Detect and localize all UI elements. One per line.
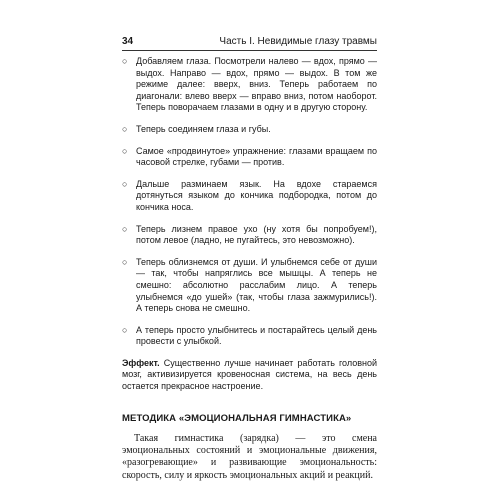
section-heading: МЕТОДИКА «ЭМОЦИОНАЛЬНАЯ ГИМНАСТИКА» [122,412,352,424]
list-item [122,124,377,136]
list-item-text: Теперь соединяем глаза и губы. [136,123,271,134]
list-item-text: Теперь лизнем правое ухо (ну хотя бы попробуем!), потом левое (ладно, не пугайтесь, это невозможно). [136,223,377,246]
list-item-text: Самое «продвинутое» упражнение: глазами вращаем по часовой стрелке, губами — против. [136,145,377,168]
circle-bullet-icon: ○ [122,178,128,189]
running-title: Часть I. Невидимые глазу травмы [219,36,377,47]
page-content [122,56,377,482]
effect-label: Эффект. [122,357,160,368]
list-item-text: Дальше разминаем язык. На вдохе стараемся дотянуться языком до кончика подбородка, потом до кончика носа. [136,178,377,212]
effect-text: Существенно лучше начинает работать головной мозг, активизируется кровеносная система, на весь день остается прекрасное настроение. [122,357,377,392]
list-item [122,224,377,247]
list-item [122,179,377,214]
list-item [122,56,377,114]
list-item [122,257,377,315]
circle-bullet-icon: ○ [122,56,128,66]
list-item [122,146,377,169]
circle-bullet-icon: ○ [122,324,128,335]
list-item [122,325,377,348]
effect-paragraph [122,358,377,393]
header-rule [122,50,377,51]
circle-bullet-icon: ○ [122,123,128,134]
exercise-list [122,56,377,348]
circle-bullet-icon: ○ [122,145,128,156]
circle-bullet-icon: ○ [122,223,128,234]
list-item-text: А теперь просто улыбнитесь и постарайтесь целый день провести с улыбкой. [136,324,377,347]
list-item-text: Теперь облизнемся от души. И улыбнемся себе от души — так, чтобы напряглись все мышцы. А теперь не смешно: абсолютно расслабим лицо. А теперь улыбнемся «до ушей» (так, чтобы глаза зажмурились!). А теперь снова не смешно. [136,256,377,314]
page-number: 34 [122,36,134,47]
circle-bullet-icon: ○ [122,256,128,267]
body-paragraph: Такая гимнастика (зарядка) — это смена эмоциональных состояний и эмоциональные движения, «разогревающие» и развивающие эмоциональность: скорость, силу и яркость эмоциональных акций и реакций. [122,432,377,481]
list-item-text: Добавляем глаза. Посмотрели налево — вдох, прямо — выдох. Направо — вдох, прямо — выдох. В том же режиме далее: вверх, вниз. Теперь работаем по диагонали: влево вверх — вправо вниз, потом наоборот. Теперь поворачаем глазами в одну и в другую сторону. [136,56,377,113]
